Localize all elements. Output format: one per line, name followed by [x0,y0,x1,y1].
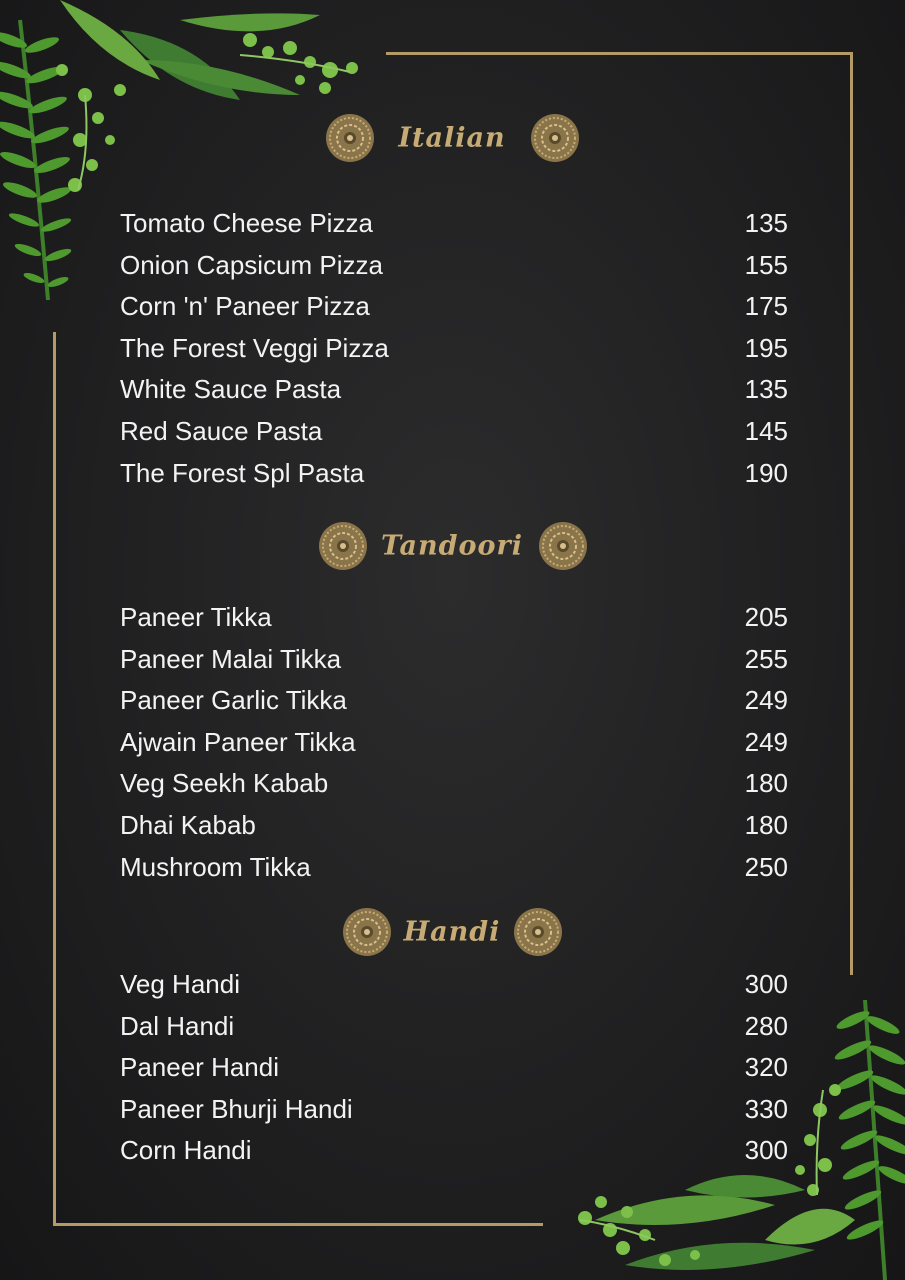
section-heading-handi [0,902,905,962]
gold-medallion-icon [342,907,392,957]
menu-item [120,600,788,642]
item-name: The Forest Spl Pasta [120,457,365,488]
menu-item [120,683,788,725]
menu-item [120,808,788,850]
menu-item [120,331,788,373]
menu-item [120,766,788,808]
item-price: 320 [744,1052,788,1083]
menu-item [120,414,788,456]
gold-medallion-icon [513,907,563,957]
item-name: Paneer Handi [120,1052,279,1083]
item-name: Paneer Garlic Tikka [120,685,347,716]
item-name: Ajwain Paneer Tikka [120,726,356,757]
item-price: 300 [744,1135,788,1166]
item-name: Dal Handi [120,1010,235,1041]
menu-item [120,206,788,248]
item-name: Veg Seekh Kabab [120,768,329,799]
item-price: 195 [744,332,788,363]
item-price: 175 [744,291,788,322]
item-name: Mushroom Tikka [120,851,311,882]
gold-medallion-icon [530,113,580,163]
frame-top-line [386,52,853,55]
item-name: White Sauce Pasta [120,374,342,405]
item-price: 249 [744,685,788,716]
item-name: Corn 'n' Paneer Pizza [120,291,370,322]
menu-item [120,1009,788,1051]
menu-item [120,967,788,1009]
item-name: Veg Handi [120,969,240,999]
menu-item [120,1092,788,1134]
item-price: 330 [744,1093,788,1124]
menu-item [120,248,788,290]
section-title: Italian [398,122,506,154]
section-title: Handi [403,916,501,948]
frame-left-line [53,332,56,1226]
item-name: Onion Capsicum Pizza [120,249,383,280]
menu-item [120,372,788,414]
menu-item [120,850,788,892]
menu-item [120,725,788,767]
item-name: Red Sauce Pasta [120,415,323,446]
item-price: 190 [744,457,788,488]
menu-list-tandoori [120,600,788,891]
menu-item [120,1050,788,1092]
gold-medallion-icon [538,521,588,571]
item-price: 135 [744,374,788,405]
item-price: 180 [744,768,788,799]
frame-right-line [850,52,853,975]
item-name: Corn Handi [120,1135,252,1166]
item-price: 205 [744,602,788,632]
gold-medallion-icon [325,113,375,163]
item-price: 280 [744,1010,788,1041]
item-price: 300 [744,969,788,999]
section-title: Tandoori [380,530,524,562]
item-price: 145 [744,415,788,446]
item-price: 180 [744,809,788,840]
item-name: Paneer Tikka [120,602,272,632]
section-heading-italian [0,108,905,168]
menu-item [120,642,788,684]
item-name: The Forest Veggi Pizza [120,332,389,363]
item-price: 250 [744,851,788,882]
item-name: Tomato Cheese Pizza [120,208,373,238]
item-price: 255 [744,643,788,674]
item-name: Paneer Bhurji Handi [120,1093,353,1124]
frame-bottom-line [53,1223,543,1226]
item-price: 249 [744,726,788,757]
menu-list-italian [120,206,788,497]
section-heading-tandoori [0,516,905,576]
item-name: Paneer Malai Tikka [120,643,342,674]
menu-list-handi [120,967,788,1175]
menu-item [120,289,788,331]
item-price: 155 [744,249,788,280]
gold-medallion-icon [318,521,368,571]
menu-item [120,1133,788,1175]
item-price: 135 [744,208,788,238]
menu-item [120,456,788,498]
item-name: Dhai Kabab [120,809,256,840]
